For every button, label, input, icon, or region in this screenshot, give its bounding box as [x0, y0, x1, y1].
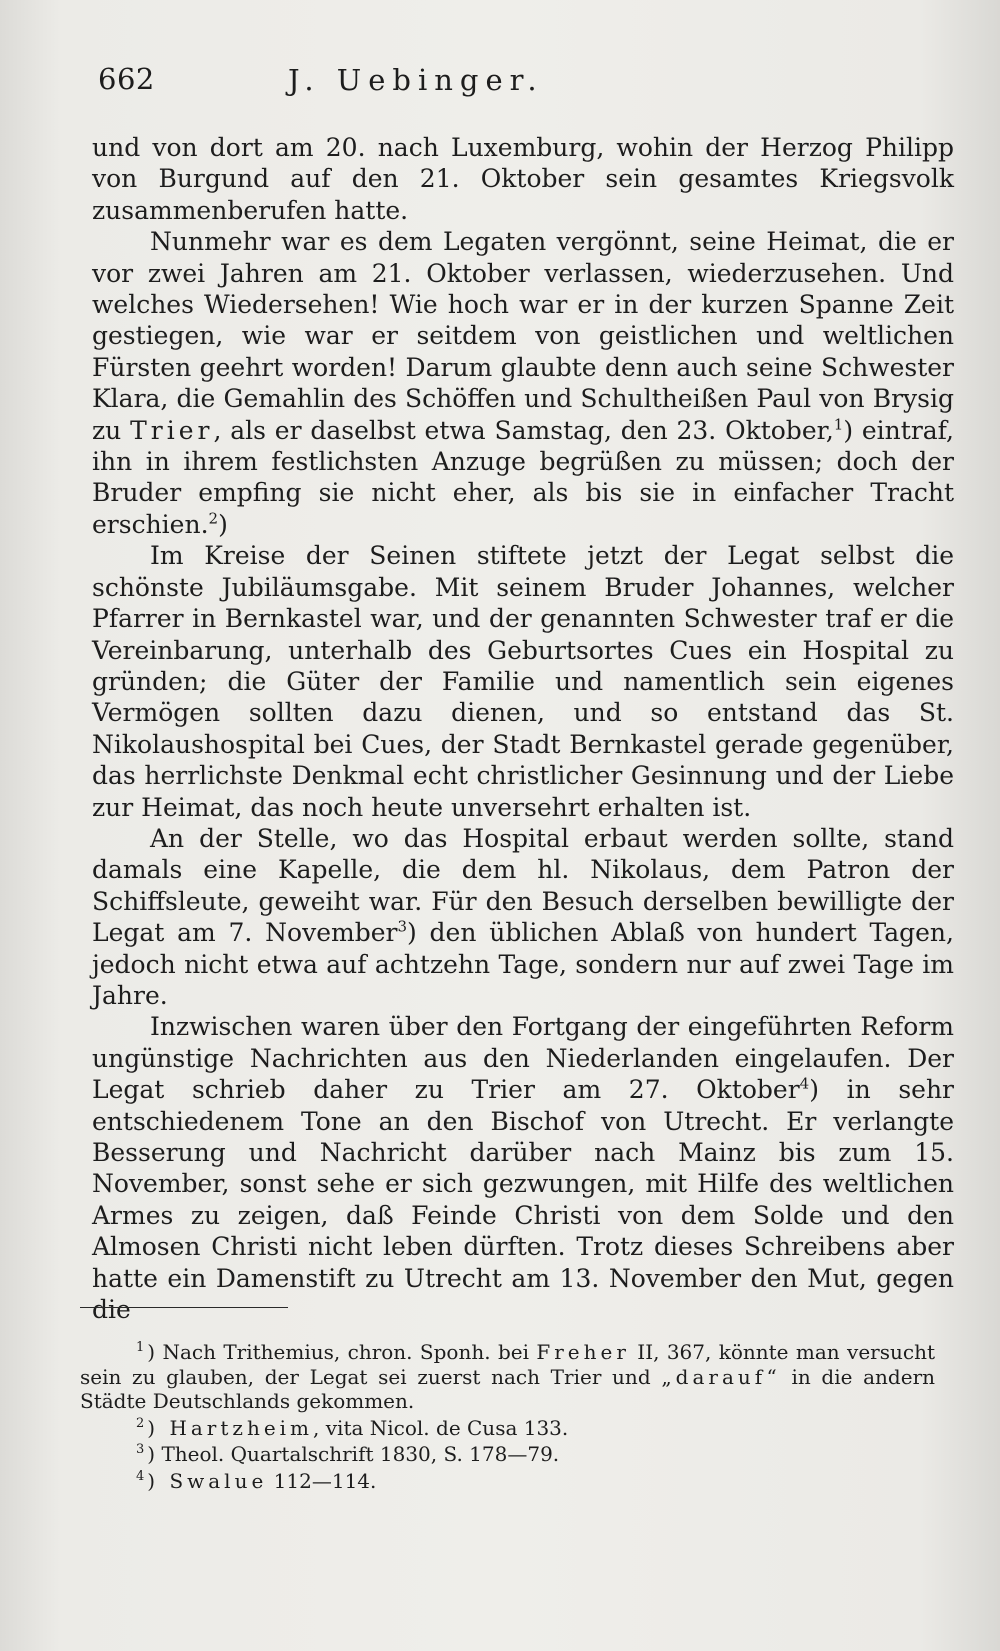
footnote-1-text-c: in die andern Städte Deutschlands gekommen. [80, 1364, 936, 1413]
paragraph-4-text-a: An der Stelle, wo das Hospital erbaut werden sollte, stand damals eine Kapelle, die dem hl. Nikolaus, dem Patron der Schiffsleute, geweiht war. Für den Besuch derselben bewilligte der Legat am 7. November [92, 823, 954, 948]
author-hartzheim: ) Hartzheim [147, 1415, 314, 1440]
footnote-2-text: , vita Nicol. de Cusa 133. [313, 1415, 569, 1440]
quoted-darauf: „darauf“ [661, 1364, 781, 1389]
footnotes [80, 1340, 935, 1495]
author-freher: Freher [536, 1340, 630, 1364]
footnote-2-label: 2 [136, 1415, 145, 1431]
footnote-separator [80, 1307, 288, 1308]
paragraph-1: und von dort am 20. nach Luxemburg, wohin der Herzog Philipp von Burgund auf den 21. Oktober sein gesamtes Kriegsvolk zusammenberufen hatte. [92, 133, 954, 225]
author-swalue: ) Swalue [147, 1468, 268, 1493]
running-head: J. Uebinger. [288, 63, 544, 97]
footnote-3-label: 3 [136, 1442, 145, 1458]
paragraph-2-text-c: ) eintraf, ihn in ihrem festlichsten Anzuge begrüßen zu müssen; doch der Bruder empfing sie nicht eher, als bis sie in einfacher Tracht erschien. [92, 415, 954, 539]
paragraph-2-text-d: ) [218, 509, 228, 539]
footnote-4 [80, 1469, 935, 1494]
paragraph-5-text-a: Inzwischen waren über den Fortgang der eingeführten Reform ungünstige Nachrichten aus den Niederlanden eingelaufen. Der Legat schrieb daher zu Trier am 27. Oktober [92, 1012, 954, 1105]
footnote-ref-1[interactable]: 1 [833, 415, 844, 434]
footnote-1 [80, 1340, 935, 1414]
footnote-2 [80, 1416, 935, 1441]
page-number: 662 [98, 62, 155, 96]
footnote-ref-2[interactable]: 2 [208, 509, 219, 528]
place-trier: Trier [130, 415, 214, 445]
paragraph-5-text-b: ) in sehr entschiedenem Tone an den Bischof von Utrecht. Er verlangte Besserung und Nachricht darüber nach Mainz bis zum 15. November, sonst sehe er sich gezwungen, mit Hilfe des weltlichen Armes zu zeigen, daß Feinde Christi von dem Solde und den Almosen Christi nicht leben dürften. Trotz dieses Schreibens aber hatte ein Damenstift zu Utrecht am 13. November den Mut, gegen die [92, 1075, 954, 1325]
footnote-ref-3[interactable]: 3 [397, 917, 408, 936]
page-header [98, 62, 908, 102]
paragraph-2-text-b: , als er daselbst etwa Samstag, den 23. Oktober, [213, 415, 834, 445]
footnote-1-text-b: II, 367, könnte man versucht sein zu glauben, der Legat sei zuerst nach Trier und [80, 1340, 935, 1389]
paragraph-4 [92, 823, 954, 1011]
paragraph-2-text-a: Nunmehr war es dem Legaten vergönnt, seine Heimat, die er vor zwei Jahren am 21. Oktober verlassen, wiederzusehen. Und welches Wiedersehen! Wie hoch war er in der kurzen Spanne Zeit gestiegen, wie war er seitdem von geistlichen und weltlichen Fürsten geehrt worden! Darum glaubte denn auch seine Schwester Klara, die Gemahlin des Schöffen und Schultheißen Paul von Brysig zu [92, 227, 954, 445]
footnote-1-label: 1 [136, 1340, 145, 1356]
paragraph-5 [92, 1011, 954, 1325]
footnote-4-label: 4 [136, 1468, 145, 1484]
main-text [92, 132, 954, 1325]
paragraph-4-text-b: ) den üblichen Ablaß von hundert Tagen, jedoch nicht etwa auf achtzehn Tage, sondern nur auf zwei Tage im Jahre. [92, 918, 954, 1010]
footnote-3 [80, 1442, 935, 1467]
footnote-4-text: 112—114. [273, 1468, 377, 1493]
paragraph-3: Im Kreise der Seinen stiftete jetzt der Legat selbst die schönste Jubiläumsgabe. Mit seinem Bruder Johannes, welcher Pfarrer in Bernkastel war, und der genannten Schwester traf er die Vereinbarung, unterhalb des Geburtsortes Cues ein Hospital zu gründen; die Güter der Familie und namentlich sein eigenes Vermögen sollten dazu dienen, und so entstand das St. Nikolaushospital bei Cues, der Stadt Bernkastel gerade gegenüber, das herrlichste Denkmal echt christlicher Gesinnung und der Liebe zur Heimat, das noch heute unversehrt erhalten ist. [92, 541, 954, 822]
footnote-3-text: ) Theol. Quartalschrift 1830, S. 178—79. [147, 1442, 560, 1466]
paragraph-2 [92, 226, 954, 540]
footnote-1-text-a: ) Nach Trithemius, chron. Sponh. bei [147, 1340, 529, 1364]
footnote-ref-4[interactable]: 4 [799, 1074, 810, 1093]
